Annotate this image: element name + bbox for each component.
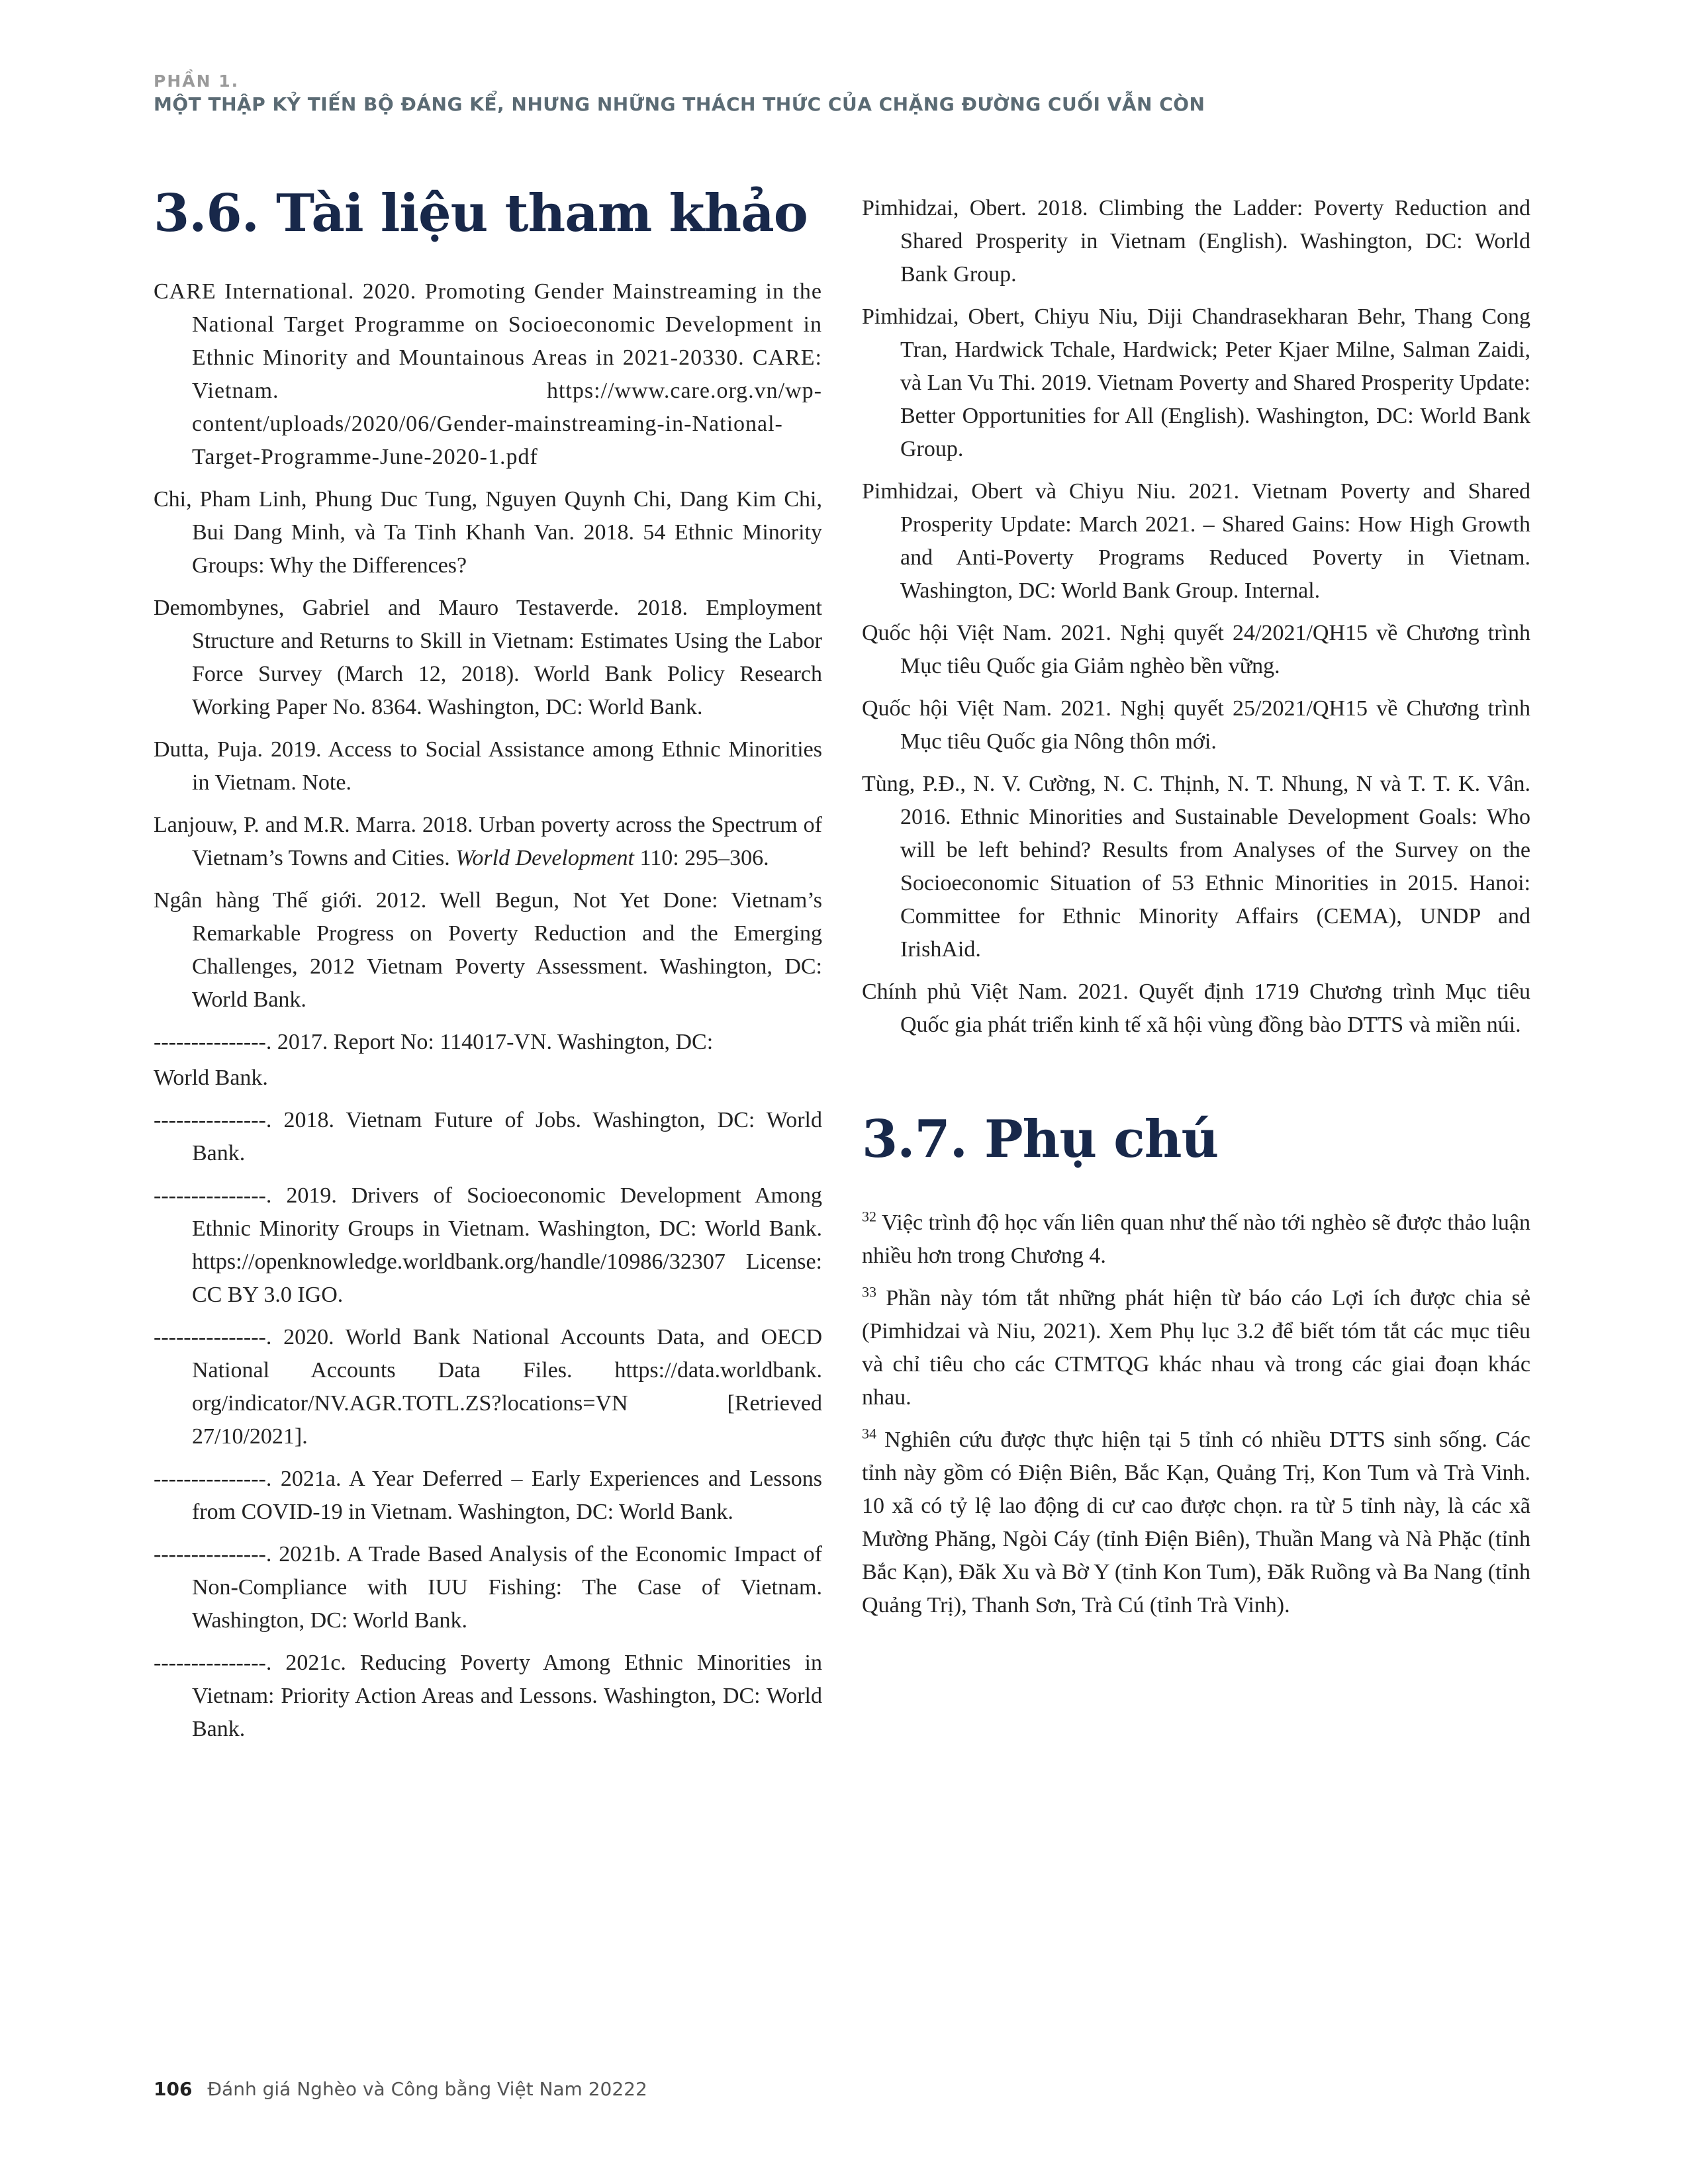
footnote-text: Việc trình độ học vấn liên quan như thế nào tới nghèo sẽ được thảo luận nhiều hơn trong Chương 4. <box>862 1210 1530 1268</box>
reference-text: 110: 295–306. <box>633 845 769 870</box>
footnote-item <box>862 1206 1530 1273</box>
reference-item: Pimhidzai, Obert, Chiyu Niu, Diji Chandrasekharan Behr, Thang Cong Tran, Hardwick Tchale, Hardwick; Peter Kjaer Milne, Salman Zaidi, và Lan Vu Thi. 2019. Vietnam Poverty and Shared Prosperity Update: Better Opportunities for All (English). Washington, DC: World Bank Group. <box>862 304 1530 461</box>
reference-item: Ngân hàng Thế giới. 2012. Well Begun, Not Yet Done: Vietnam’s Remarkable Progress on Poverty Reduction and the Emerging Challenges, 2012 Vietnam Poverty Assessment. Washington, DC: World Bank. <box>154 887 822 1012</box>
footnote-item <box>862 1424 1530 1622</box>
part-label: PHẦN 1. <box>154 71 240 91</box>
footnote-number: 33 <box>862 1283 876 1300</box>
publication-title: Đánh giá Nghèo và Công bằng Việt Nam 20222 <box>207 2078 647 2100</box>
references-heading: 3.6. Tài liệu tham khảo <box>154 183 808 244</box>
footnotes-section <box>862 1111 1530 1622</box>
footnotes-heading: 3.7. Phụ chú <box>862 1109 1219 1169</box>
page-number: 106 <box>154 2078 193 2100</box>
footnote-text: Nghiên cứu được thực hiện tại 5 tỉnh có nhiều DTTS sinh sống. Các tỉnh này gồm có Điện Biên, Bắc Kạn, Quảng Trị, Kon Tum và Trà Vinh. 10 xã có tỷ lệ lao động di cư cao được chọn. ra từ 5 tỉnh này, là các xã Mường Phăng, Ngòi Cáy (tỉnh Điện Biên), Thuần Mang và Nà Phặc (tỉnh Bắc Kạn), Đăk Xu và Bờ Y (tỉnh Kon Tum), Đăk Ruồng và Ba Nang (tỉnh Quảng Trị), Thanh Sơn, Trà Cú (tỉnh Trà Vinh). <box>862 1427 1530 1617</box>
reference-item: Quốc hội Việt Nam. 2021. Nghị quyết 24/2021/QH15 về Chương trình Mục tiêu Quốc gia Giảm nghèo bền vững. <box>862 621 1530 678</box>
right-column <box>862 192 1530 1631</box>
footnote-number: 32 <box>862 1208 876 1225</box>
reference-item: Demombynes, Gabriel and Mauro Testaverde. 2018. Employment Structure and Returns to Skill in Vietnam: Estimates Using the Labor Force Survey (March 12, 2018). World Bank Policy Research Working Paper No. 8364. Washington, DC: World Bank. <box>154 595 822 719</box>
reference-item <box>154 809 822 875</box>
reference-item: ---------------. 2021c. Reducing Poverty Among Ethnic Minorities in Vietnam: Priority Action Areas and Lessons. Washington, DC: World Bank. <box>154 1650 822 1741</box>
references-left-column <box>154 185 822 1755</box>
reference-item: Pimhidzai, Obert và Chiyu Niu. 2021. Vietnam Poverty and Shared Prosperity Update: March 2021. – Shared Gains: How High Growth and Anti-Poverty Programs Reduced Poverty in Vietnam. Washington, DC: World Bank Group. Internal. <box>862 479 1530 603</box>
reference-item: ---------------. 2021a. A Year Deferred – Early Experiences and Lessons from COVID-19 in Vietnam. Washington, DC: World Bank. <box>154 1466 822 1524</box>
reference-item: CARE International. 2020. Promoting Gender Mainstreaming in the National Target Programme on Socioeconomic Development in Ethnic Minority and Mountainous Areas in 2021-20330. CARE: Vietnam. https://www.care.org.vn/wp-content/uploads/2020/06/Gender-mainstreaming-in-National-Target-Programme-June-2020-1.pdf <box>154 279 822 469</box>
reference-item: ---------------. 2020. World Bank National Accounts Data, and OECD National Accounts Data Files. https://data.worldbank. org/indicator/NV.AGR.TOTL.ZS?locations=VN [Retrieved 27/10/2021]. <box>154 1324 822 1449</box>
reference-item: Chi, Pham Linh, Phung Duc Tung, Nguyen Quynh Chi, Dang Kim Chi, Bui Dang Minh, và Ta Tinh Khanh Van. 2018. 54 Ethnic Minority Groups: Why the Differences? <box>154 486 822 578</box>
reference-item: ---------------. 2019. Drivers of Socioeconomic Development Among Ethnic Minority Groups in Vietnam. Washington, DC: World Bank. https://openknowledge.worldbank.org/handle/10986/32307 License: CC BY 3.0 IGO. <box>154 1183 822 1307</box>
reference-item: ---------------. 2021b. A Trade Based Analysis of the Economic Impact of Non-Compliance with IUU Fishing: The Case of Vietnam. Washington, DC: World Bank. <box>154 1541 822 1633</box>
reference-item: Tùng, P.Đ., N. V. Cường, N. C. Thịnh, N. T. Nhung, N và T. T. K. Vân. 2016. Ethnic Minorities and Sustainable Development Goals: Who will be left behind? Results from Analyses of the Survey on the Socioeconomic Situation of 53 Ethnic Minorities in 2015. Hanoi: Committee for Ethnic Minority Affairs (CEMA), UNDP and IrishAid. <box>862 772 1530 962</box>
reference-item: ---------------. 2018. Vietnam Future of Jobs. Washington, DC: World Bank. <box>154 1107 822 1165</box>
footnote-number: 34 <box>862 1425 876 1442</box>
chapter-title: MỘT THẬP KỶ TIẾN BỘ ĐÁNG KỂ, NHƯNG NHỮNG THÁCH THỨC CỦA CHẶNG ĐƯỜNG CUỐI VẪN CÒN <box>154 93 1205 115</box>
reference-continuation: World Bank. <box>154 1065 268 1090</box>
footnote-item <box>862 1282 1530 1414</box>
reference-item: Quốc hội Việt Nam. 2021. Nghị quyết 25/2021/QH15 về Chương trình Mục tiêu Quốc gia Nông thôn mới. <box>862 696 1530 754</box>
page-footer <box>154 2078 647 2100</box>
reference-item: Dutta, Puja. 2019. Access to Social Assistance among Ethnic Minorities in Vietnam. Note. <box>154 737 822 795</box>
journal-title: World Development <box>455 845 634 870</box>
running-header <box>154 71 1544 115</box>
reference-item: Pimhidzai, Obert. 2018. Climbing the Ladder: Poverty Reduction and Shared Prosperity in Vietnam (English). Washington, DC: World Bank Group. <box>862 196 1530 287</box>
reference-item: ---------------. 2017. Report No: 114017-VN. Washington, DC: <box>154 1029 714 1054</box>
reference-item: Chính phủ Việt Nam. 2021. Quyết định 1719 Chương trình Mục tiêu Quốc gia phát triển kinh tế xã hội vùng đồng bào DTTS và miền núi. <box>862 979 1530 1037</box>
footnote-text: Phần này tóm tắt những phát hiện từ báo cáo Lợi ích được chia sẻ (Pimhidzai và Niu, 2021). Xem Phụ lục 3.2 để biết tóm tắt các mục tiêu và chỉ tiêu cho các CTMTQG khác nhau và trong các giai đoạn khác nhau. <box>862 1285 1531 1410</box>
reference-text: Lanjouw, P. and M.R. Marra. 2018. Urban poverty across the Spectrum of Vietnam’s Towns and Cities. <box>154 812 822 870</box>
